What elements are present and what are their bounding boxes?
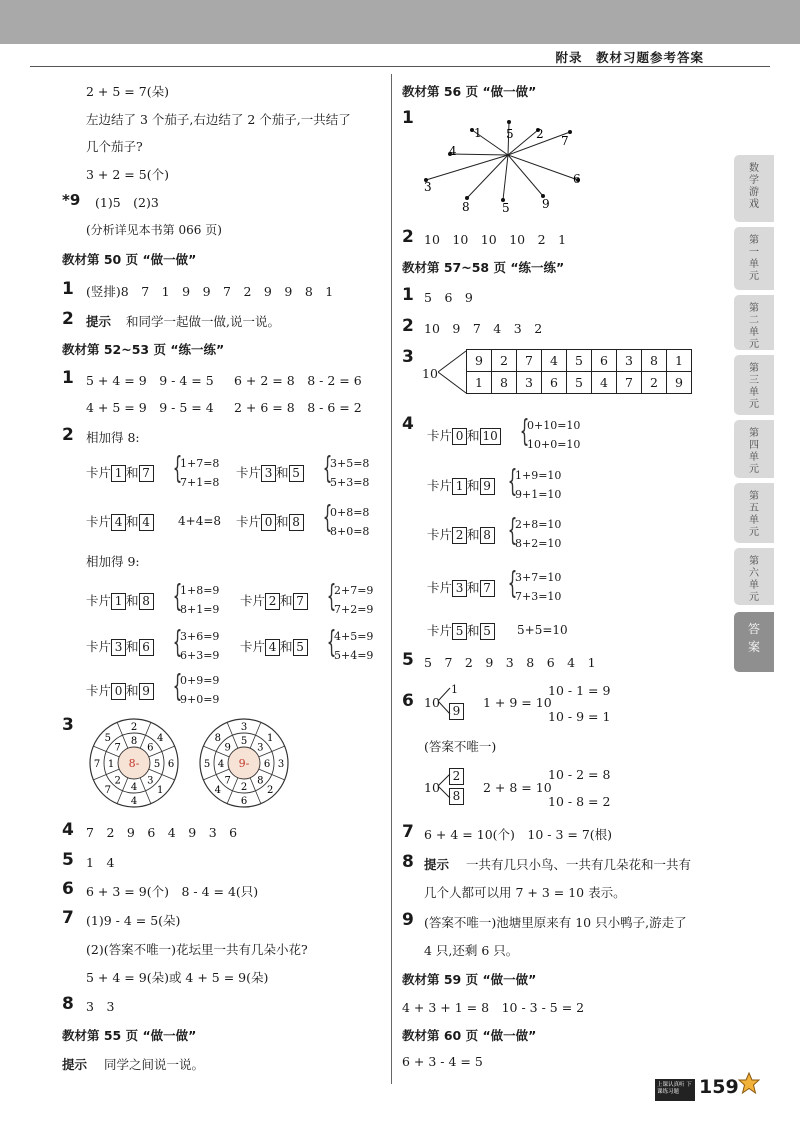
equation: 0+10=10: [527, 419, 581, 432]
wheel-center-label: 9-: [238, 757, 250, 770]
wheel-inner-number: 4: [130, 782, 138, 793]
wheel-outer-number: 7: [104, 785, 112, 797]
p52-q7-c: 5 + 4 = 9(朵)或 4 + 5 = 9(朵): [86, 970, 269, 985]
table-cell: 8: [492, 372, 517, 394]
number-table: [466, 349, 692, 394]
decompose-sub-2: 10 - 8 = 2: [548, 794, 611, 809]
p55-answer: 同学之间说一说。: [104, 1057, 205, 1072]
wheel-outer-number: 2: [130, 722, 138, 733]
card-pair: 卡片 4 和 4: [86, 512, 154, 531]
decompose-sub-1: 10 - 2 = 8: [548, 767, 611, 782]
p57-q1-number: 1: [402, 285, 414, 305]
p52-q1-number: 1: [62, 368, 74, 388]
card-pair: 卡片 1 和 8: [86, 591, 154, 610]
table-cell: 9: [667, 372, 692, 394]
equation: 7+1=8: [180, 476, 220, 489]
connecting-line: [503, 155, 508, 200]
table-cell: 7: [517, 350, 542, 372]
wheel-inner-number: 6: [263, 759, 271, 770]
brace: {: [172, 579, 183, 614]
brace: {: [326, 579, 337, 614]
p57-q6-number: 6: [402, 691, 414, 711]
footer-slogan: 上课认真听 下课练习题: [655, 1079, 695, 1101]
equation: 0+9=9: [180, 674, 220, 687]
tab-unit-6[interactable]: 第六单元: [734, 548, 774, 605]
card-pair: 卡片 3 和 5: [236, 463, 304, 482]
wheel-outer-number: 4: [156, 732, 164, 744]
p52-q4-answer: 7 2 9 6 4 9 3 6: [86, 825, 238, 840]
star-line-diagram: [410, 108, 600, 220]
p50-q2-number: 2: [62, 309, 74, 329]
dot-label: 5: [502, 201, 510, 215]
wheel-outer-number: 8: [214, 732, 222, 744]
table-cell: 4: [592, 372, 617, 394]
table-cell: 3: [617, 350, 642, 372]
p57-q2-answer: 10 9 7 4 3 2: [424, 321, 543, 336]
left-line-2: 左边结了 3 个茄子,右边结了 2 个茄子,一共结了: [86, 112, 351, 127]
equation: 2+8=10: [515, 518, 562, 531]
brace: {: [507, 464, 518, 499]
number-wheel-9: [198, 717, 290, 809]
equation: 8+1=9: [180, 603, 220, 616]
brace: {: [519, 414, 530, 449]
dot-label: 2: [536, 127, 544, 141]
wheel-inner-number: 7: [224, 775, 231, 787]
page-number: 159: [699, 1076, 739, 1098]
p52-q8-answer: 3 3: [86, 999, 115, 1014]
wheel-outer-number: 3: [277, 759, 285, 770]
card-pair: 卡片 0 和 9: [86, 681, 154, 700]
p57-q9-number: 9: [402, 910, 414, 930]
brace: {: [172, 625, 183, 660]
question-9-number: *9: [62, 191, 81, 209]
p57-q3-number: 3: [402, 347, 414, 367]
equation: 4+4=8: [178, 514, 222, 528]
p52-q7-b: (2)(答案不唯一)花坛里一共有几朵小花?: [86, 942, 308, 957]
wheel-outer-number: 4: [130, 796, 138, 807]
star-icon: [738, 1072, 760, 1094]
p52-q3-number: 3: [62, 715, 74, 735]
dot-label: 4: [449, 144, 457, 158]
wheel-outer-number: 3: [240, 722, 248, 733]
equation: 1+9=10: [515, 469, 562, 482]
dot-label: 8: [462, 200, 470, 214]
wheel-inner-number: 5: [153, 759, 161, 770]
p57-q2-number: 2: [402, 316, 414, 336]
wheel-outer-number: 4: [214, 785, 222, 797]
p52-q8-number: 8: [62, 994, 74, 1014]
split-lines: [438, 349, 468, 395]
p50-q2-answer: 和同学一起做一做,说一说。: [126, 314, 280, 329]
wheel-outer-number: 5: [203, 759, 211, 770]
section-title-p55: 教材第 55 页 “做一做”: [62, 1028, 197, 1043]
equation: 7+2=9: [334, 603, 374, 616]
tab-unit-2[interactable]: 第二单元: [734, 295, 774, 350]
wheel-outer-number: 7: [93, 759, 101, 770]
card-pair: 卡片 0 和 10: [427, 426, 501, 445]
p57-q8-a: 一共有几只小鸟、一共有几朵花和一共有: [466, 857, 692, 872]
question-9-answer: (1)5 (2)3: [95, 195, 159, 210]
p52-q6-number: 6: [62, 879, 74, 899]
card-pair: 卡片 1 和 7: [86, 463, 154, 482]
equation: 8+0=8: [330, 525, 370, 538]
decompose-sub-2: 10 - 9 = 1: [548, 709, 611, 724]
section-title-p52: 教材第 52~53 页 “练一练”: [62, 342, 225, 357]
dot-label: 5: [506, 127, 514, 141]
equation: 9+1=10: [515, 488, 562, 501]
table-cell: 9: [467, 350, 492, 372]
table-cell: 3: [517, 372, 542, 394]
number-wheel-8: [88, 717, 180, 809]
connecting-line: [450, 154, 508, 155]
p52-q7-number: 7: [62, 908, 74, 928]
decompose-sub-1: 10 - 1 = 9: [548, 683, 611, 698]
table-cell: 8: [642, 350, 667, 372]
tab-unit-1[interactable]: 第一单元: [734, 227, 774, 290]
decompose-bottom: 8: [449, 788, 464, 805]
p59-answer: 4 + 3 + 1 = 8 10 - 3 - 5 = 2: [402, 1000, 585, 1015]
wheel-inner-number: 2: [240, 782, 248, 793]
equation: 3+5=8: [330, 457, 370, 470]
equation: 5+4=9: [334, 649, 374, 662]
p57-q7-number: 7: [402, 822, 414, 842]
p57-q1-answer: 5 6 9: [424, 290, 473, 305]
brace: {: [507, 513, 518, 548]
p57-q8-b: 几个人都可以用 7 + 3 = 10 表示。: [424, 885, 626, 900]
section-title-p57: 教材第 57~58 页 “练一练”: [402, 260, 565, 275]
p57-q7-answer: 6 + 4 = 10(个) 10 - 3 = 7(根): [424, 827, 613, 842]
wheel-outer-number: 1: [266, 732, 274, 744]
card-pair: 卡片 4 和 5: [240, 637, 308, 656]
table-cell: 5: [567, 350, 592, 372]
card-pair: 卡片 5 和 5: [427, 621, 495, 640]
p57-q5-number: 5: [402, 650, 414, 670]
tab-unit-5[interactable]: 第五单元: [734, 483, 774, 543]
wheel-inner-number: 2: [114, 775, 121, 787]
p52-q1-r1b: 6 + 2 = 8 8 - 2 = 6: [234, 373, 362, 388]
card-pair: 卡片 1 和 9: [427, 476, 495, 495]
decompose-top: 2: [449, 768, 464, 785]
equation: 5+3=8: [330, 476, 370, 489]
left-line-4: 3 + 2 = 5(个): [86, 167, 169, 182]
section-title-p50: 教材第 50 页 “做一做”: [62, 252, 197, 267]
dot-label: 7: [561, 134, 569, 148]
p60-answer: 6 + 3 - 4 = 5: [402, 1054, 483, 1069]
card-pair: 卡片 3 和 7: [427, 578, 495, 597]
p50-q1-answer: (竖排)8 7 1 9 9 7 2 9 9 8 1: [86, 284, 334, 299]
card-pair: 卡片 0 和 8: [236, 512, 304, 531]
p57-q8-number: 8: [402, 852, 414, 872]
p50-q1-number: 1: [62, 279, 74, 299]
left-line-3: 几个茄子?: [86, 139, 143, 154]
table-cell: 7: [617, 372, 642, 394]
decompose-bottom: 9: [449, 703, 464, 720]
top-banner: [0, 0, 800, 44]
card-pair: 卡片 3 和 6: [86, 637, 154, 656]
p56-q1-number: 1: [402, 108, 414, 128]
tab-unit-3[interactable]: 第三单元: [734, 355, 774, 415]
wheel-inner-number: 5: [240, 736, 248, 747]
equation: 7+3=10: [515, 590, 562, 603]
equation: 5+5=10: [517, 623, 568, 637]
table-cell: 6: [592, 350, 617, 372]
header-rule: [30, 66, 770, 67]
wheel-outer-number: 2: [266, 785, 274, 797]
p52-q1-r2a: 4 + 5 = 9 9 - 5 = 4: [86, 400, 214, 415]
p52-q6-answer: 6 + 3 = 9(个) 8 - 4 = 4(只): [86, 884, 259, 899]
left-line-1: 2 + 5 = 7(朵): [86, 84, 169, 99]
p52-q2-sum8-label: 相加得 8:: [86, 430, 140, 445]
tab-math-games[interactable]: 数学游戏: [734, 155, 774, 222]
equation: 1+8=9: [180, 584, 220, 597]
wheel-inner-number: 8: [257, 775, 264, 787]
p50-q2-hint: 提示: [86, 314, 112, 329]
p57-q4-number: 4: [402, 414, 414, 434]
wheel-inner-number: 3: [257, 742, 264, 754]
page-header-title: 附录 教材习题参考答案: [555, 50, 704, 65]
decompose-equation: 1 + 9 = 10: [483, 695, 552, 710]
p52-q1-r2b: 2 + 6 = 8 8 - 6 = 2: [234, 400, 362, 415]
p55-hint: 提示: [62, 1057, 88, 1072]
question-9-note: (分析详见本书第 066 页): [86, 223, 222, 237]
dot-label: 3: [424, 180, 432, 194]
brace: {: [322, 500, 333, 535]
decompose-equation: 2 + 8 = 10: [483, 780, 552, 795]
p57-q8-hint: 提示: [424, 857, 450, 872]
wheel-inner-number: 9: [224, 742, 231, 754]
wheel-outer-number: 6: [167, 759, 175, 770]
p56-q2-number: 2: [402, 227, 414, 247]
p57-q5-answer: 5 7 2 9 3 8 6 4 1: [424, 655, 596, 670]
wheel-inner-number: 8: [130, 736, 138, 747]
wheel-inner-number: 7: [114, 742, 121, 754]
p52-q2-sum9-label: 相加得 9:: [86, 554, 140, 569]
brace: {: [172, 669, 183, 704]
p52-q5-answer: 1 4: [86, 855, 115, 870]
dot-label: 1: [474, 126, 482, 140]
p57-q6-note: (答案不唯一): [424, 739, 497, 754]
p57-q9-a: (答案不唯一)池塘里原来有 10 只小鸭子,游走了: [424, 915, 687, 930]
p56-q2-answer: 10 10 10 10 2 1: [424, 232, 567, 247]
wheel-outer-number: 1: [156, 785, 164, 797]
p57-q9-b: 4 只,还剩 6 只。: [424, 943, 519, 958]
p52-q5-number: 5: [62, 850, 74, 870]
brace: {: [326, 625, 337, 660]
brace: {: [507, 566, 518, 601]
card-pair: 卡片 2 和 7: [240, 591, 308, 610]
brace: {: [322, 451, 333, 486]
wheel-outer-number: 5: [104, 732, 112, 744]
equation: 1+7=8: [180, 457, 220, 470]
p52-q1-r1a: 5 + 4 = 9 9 - 4 = 5: [86, 373, 214, 388]
table-cell: 6: [542, 372, 567, 394]
tab-answers[interactable]: 答案: [734, 612, 774, 672]
equation: 3+6=9: [180, 630, 220, 643]
equation: 3+7=10: [515, 571, 562, 584]
table-cell: 2: [492, 350, 517, 372]
equation: 2+7=9: [334, 584, 374, 597]
dot: [507, 120, 511, 124]
table-cell: 1: [667, 350, 692, 372]
column-divider: [391, 74, 392, 1084]
equation: 8+2=10: [515, 537, 562, 550]
decompose-ten: 10: [424, 695, 440, 710]
dot-label: 6: [573, 172, 581, 186]
table-cell: 1: [467, 372, 492, 394]
p52-q2-number: 2: [62, 425, 74, 445]
equation: 0+8=8: [330, 506, 370, 519]
equation: 10+0=10: [527, 438, 581, 451]
section-title-p60: 教材第 60 页 “做一做”: [402, 1028, 537, 1043]
section-title-p59: 教材第 59 页 “做一做”: [402, 972, 537, 987]
equation: 6+3=9: [180, 649, 220, 662]
table-cell: 5: [567, 372, 592, 394]
wheel-inner-number: 4: [217, 759, 225, 770]
p52-q7-a: (1)9 - 4 = 5(朵): [86, 913, 181, 928]
wheel-inner-number: 1: [107, 759, 115, 770]
wheel-center-label: 8-: [128, 757, 140, 770]
equation: 4+5=9: [334, 630, 374, 643]
dot-label: 9: [542, 197, 550, 211]
p57-q3-ten: 10: [422, 366, 438, 381]
equation: 9+0=9: [180, 693, 220, 706]
p52-q4-number: 4: [62, 820, 74, 840]
table-cell: 2: [642, 372, 667, 394]
decompose-ten: 10: [424, 780, 440, 795]
table-cell: 4: [542, 350, 567, 372]
decompose-top: 1: [451, 683, 458, 696]
wheel-inner-number: 6: [147, 742, 154, 754]
tab-unit-4[interactable]: 第四单元: [734, 420, 774, 478]
brace: {: [172, 451, 183, 486]
card-pair: 卡片 2 和 8: [427, 525, 495, 544]
wheel-inner-number: 3: [147, 775, 154, 787]
wheel-outer-number: 6: [240, 796, 248, 807]
section-title-p56: 教材第 56 页 “做一做”: [402, 84, 537, 99]
